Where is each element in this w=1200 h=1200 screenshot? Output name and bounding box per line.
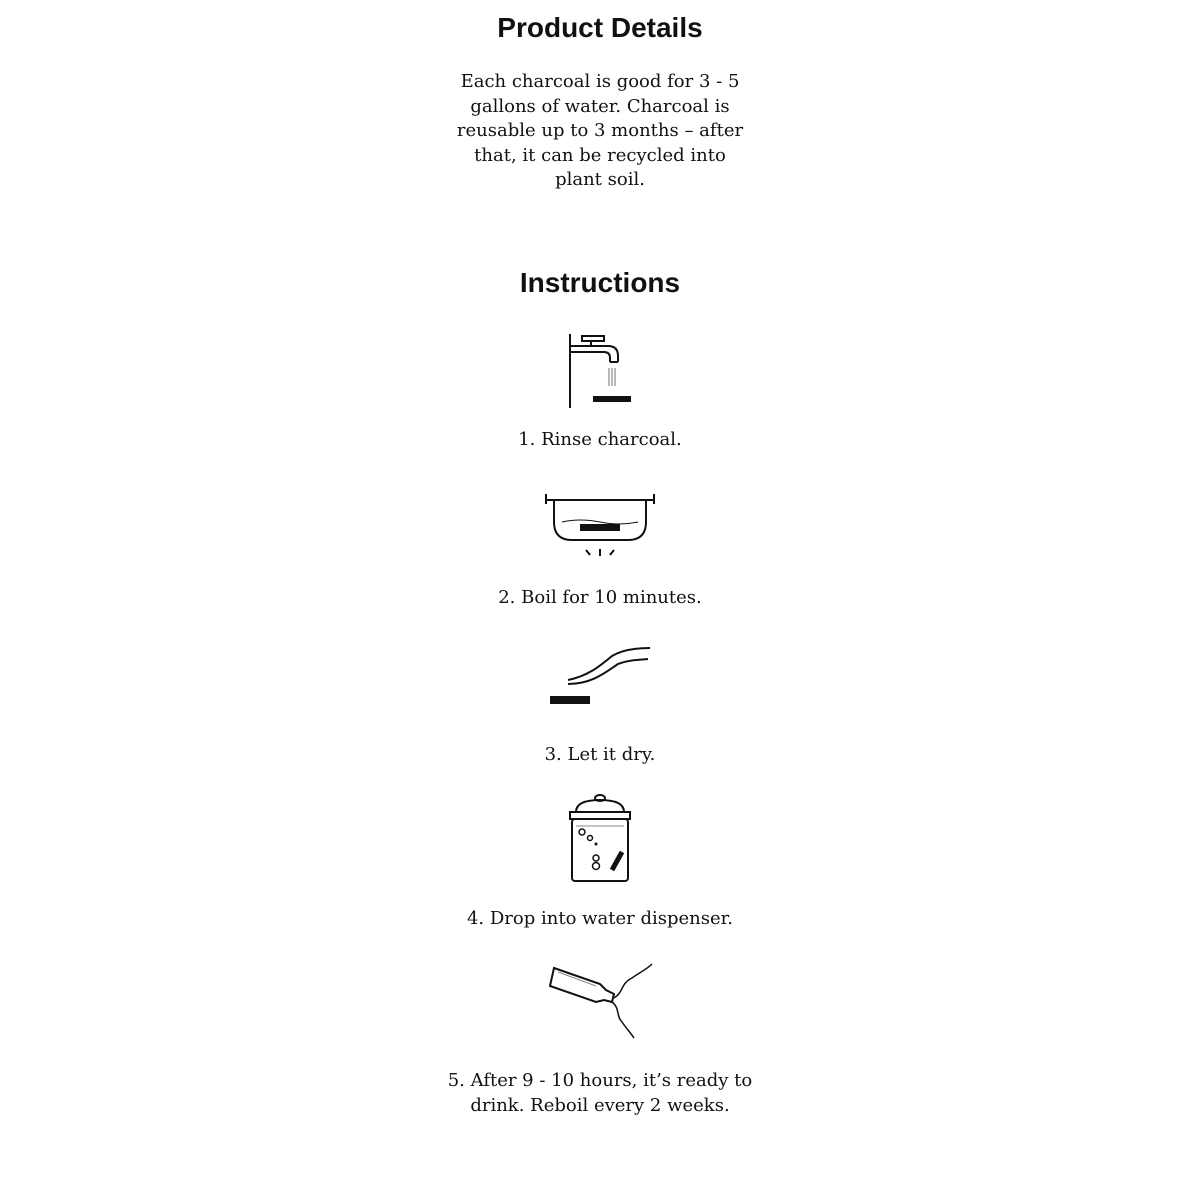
step-line: 5. After 9 - 10 hours, it’s ready to [447,1070,753,1091]
step-2-text [0,586,1200,611]
step-4-text [0,907,1200,932]
boiling-pot-icon [540,488,660,562]
step-1-text [0,428,1200,453]
step-line: 3. Let it dry. [544,744,656,765]
description-line: Each charcoal is good for 3 - 5 [460,71,740,92]
product-details-description [0,70,1200,193]
description-line: plant soil. [555,169,645,190]
step-line: 4. Drop into water dispenser. [466,908,734,929]
water-dispenser-jar-icon [562,790,638,886]
description-line: reusable up to 3 months – after [456,120,744,141]
step-line: 2. Boil for 10 minutes. [498,587,702,608]
step-line: 1. Rinse charcoal. [518,429,682,450]
description-line: gallons of water. Charcoal is [470,95,730,117]
drying-icon [540,642,660,712]
step-3-text [0,743,1200,768]
pouring-bottle-icon [540,958,660,1042]
product-details-title: Product Details [497,12,703,43]
instructions-title: Instructions [519,267,681,298]
description-line: that, it can be recycled into [474,144,726,166]
step-5-text [0,1069,1200,1118]
step-line: drink. Reboil every 2 weeks. [470,1094,730,1116]
faucet-icon [560,330,640,410]
